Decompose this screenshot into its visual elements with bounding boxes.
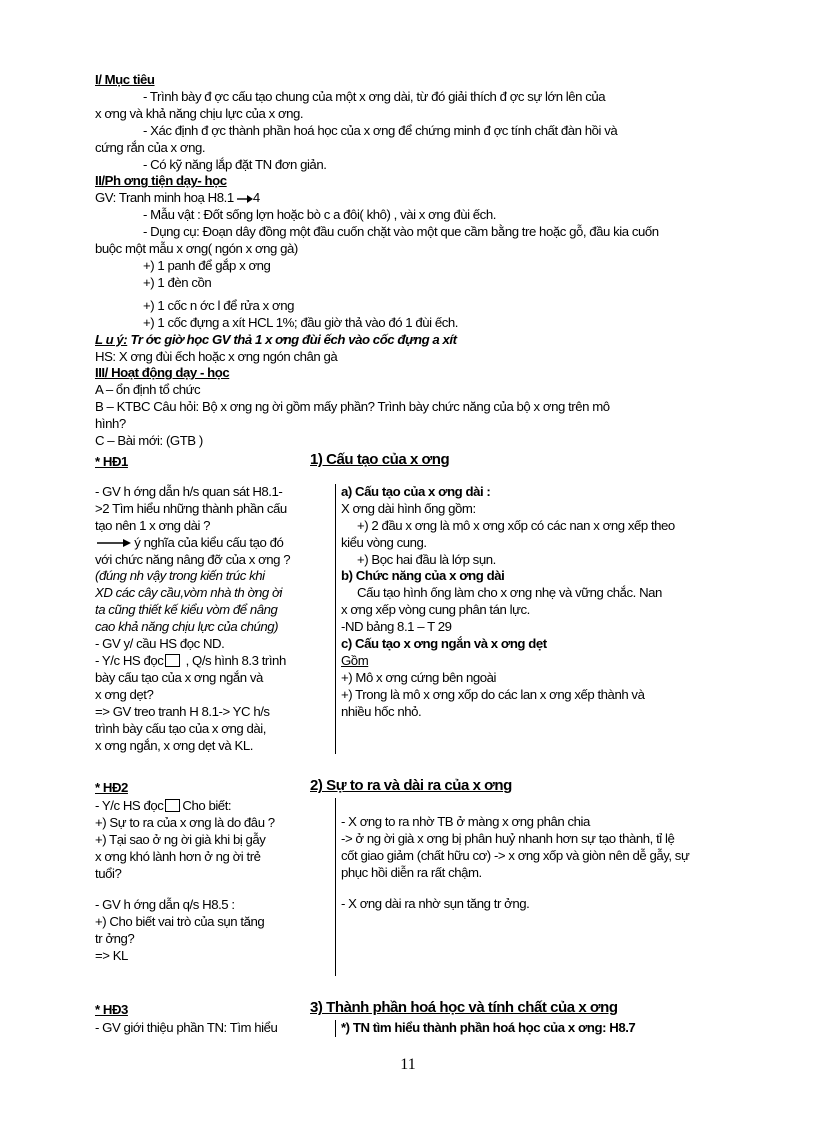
content-line: nhiều hốc nhỏ. bbox=[341, 703, 422, 719]
content-line: kiểu vòng cung. bbox=[341, 534, 427, 550]
teacher-line: - GV y/ cầu HS đọc ND. bbox=[95, 636, 225, 652]
content-line: Cấu tạo hình ống làm cho x ơng nhẹ và vững chắc. Nan bbox=[357, 585, 662, 601]
content-line: x ơng xếp vòng cung phân tán lực. bbox=[341, 602, 530, 618]
step-b-cont: hình? bbox=[95, 416, 126, 432]
activity-title: 2) Sự to ra và dài ra của x ơng bbox=[310, 777, 512, 795]
section-title-objectives: I/ Mục tiêu bbox=[95, 72, 155, 87]
activity-header-2 bbox=[95, 778, 755, 798]
teacher-line: +) Sự to ra của x ơng là do đâu ? bbox=[95, 815, 275, 831]
teacher-line: với chức năng nâng đỡ của x ơng ? bbox=[95, 551, 291, 567]
teacher-line: (đúng nh vậy trong kiến trúc khi bbox=[95, 568, 265, 584]
teacher-column bbox=[95, 798, 336, 976]
teacher-line: x ơng dẹt? bbox=[95, 686, 154, 702]
activity-table-1 bbox=[95, 484, 755, 755]
document-body bbox=[95, 72, 755, 1037]
teacher-line: tr ởng? bbox=[95, 930, 135, 946]
content-column bbox=[336, 798, 755, 976]
content-line: cốt giao giảm (chất hữu cơ) -> x ơng xốp và giòn nên dễ gẫy, sự bbox=[341, 848, 690, 864]
teacher-line: - GV h ớng dẫn q/s H8.5 : bbox=[95, 896, 235, 912]
step-a: A – ổn định tổ chức bbox=[95, 382, 201, 398]
hs-materials-line: HS: X ơng đùi ếch hoặc x ơng ngón chân gà bbox=[95, 348, 338, 364]
gv-materials-suffix: 4 bbox=[252, 190, 260, 206]
teacher-text: - Y/c HS đọc bbox=[95, 798, 164, 814]
objective-line: - Trình bày đ ợc cấu tạo chung của một x ơng dài, từ đó giải thích đ ợc sự lớn lên của bbox=[143, 88, 606, 104]
activity-header-3 bbox=[95, 1000, 755, 1020]
gv-materials-line bbox=[95, 190, 755, 207]
teacher-line bbox=[95, 798, 331, 815]
teacher-column bbox=[95, 1020, 336, 1037]
step-c: C – Bài mới: (GTB ) bbox=[95, 433, 203, 449]
long-arrow-right-icon bbox=[95, 538, 131, 548]
note-text: Tr ớc giờ học GV thả 1 x ơng đùi ếch vào cốc đựng a xít bbox=[127, 331, 457, 347]
checkbox-square-icon bbox=[165, 799, 180, 812]
activity-table-2 bbox=[95, 798, 755, 976]
objective-line: - Có kỹ năng lắp đặt TN đơn giản. bbox=[143, 156, 327, 172]
content-line: -> ở ng ời già x ơng bị phân huỷ nhanh hơn sự tạo thành, tỉ lệ bbox=[341, 831, 675, 847]
content-line: *) TN tìm hiểu thành phần hoá học của x ơng: H8.7 bbox=[341, 1020, 636, 1036]
teacher-line: tạo nên 1 x ơng dài ? bbox=[95, 517, 211, 533]
teacher-line: - GV giới thiệu phần TN: Tìm hiểu bbox=[95, 1020, 278, 1036]
activity-label: * HĐ1 bbox=[95, 453, 128, 469]
teacher-line: +) Cho biết vai trò của sụn tăng bbox=[95, 913, 265, 929]
content-line: b) Chức năng của x ơng dài bbox=[341, 568, 505, 584]
activity-title: 1) Cấu tạo của x ơng bbox=[310, 450, 450, 468]
material-line: - Mẫu vật : Đốt sống lợn hoặc bò c a đôi( khô) , vài x ơng đùi ếch. bbox=[143, 207, 496, 223]
teacher-line: tuổi? bbox=[95, 866, 122, 882]
content-line: -ND bảng 8.1 – T 29 bbox=[341, 619, 452, 635]
step-b: B – KTBC Câu hỏi: Bộ x ơng ng ời gồm mấy phần? Trình bày chức năng của bộ x ơng trên mô bbox=[95, 399, 610, 415]
teacher-line: x ơng khó lành hơn ở ng ời trẻ bbox=[95, 849, 261, 865]
teacher-line: x ơng ngắn, x ơng dẹt và KL. bbox=[95, 737, 253, 753]
content-line: - X ơng dài ra nhờ sụn tăng tr ởng. bbox=[341, 896, 530, 912]
teacher-column bbox=[95, 484, 336, 755]
content-line: c) Cấu tạo x ơng ngắn và x ơng dẹt bbox=[341, 636, 547, 652]
activity-label: * HĐ2 bbox=[95, 780, 128, 796]
teacher-line: ta cũng thiết kế kiểu vòm để nâng bbox=[95, 602, 278, 618]
teacher-line: >2 Tìm hiểu những thành phần cấu bbox=[95, 500, 287, 516]
material-line: +) 1 đèn cồn bbox=[143, 274, 212, 290]
teacher-line: => GV treo tranh H 8.1-> YC h/s bbox=[95, 703, 270, 719]
teacher-line: trình bày cấu tạo của x ơng dài, bbox=[95, 720, 266, 736]
teacher-line bbox=[95, 535, 331, 552]
objective-line: cứng rắn của x ơng. bbox=[95, 139, 206, 155]
content-column bbox=[336, 484, 755, 755]
content-column bbox=[336, 1020, 755, 1037]
teacher-line: bày cấu tạo của x ơng ngắn và bbox=[95, 669, 263, 685]
content-line: +) 2 đầu x ơng là mô x ơng xốp có các nan x ơng xếp theo bbox=[357, 517, 675, 533]
content-line: a) Cấu tạo của x ơng dài : bbox=[341, 483, 491, 499]
note-label: L u ý: bbox=[95, 331, 128, 347]
teacher-line bbox=[95, 653, 331, 670]
content-line: +) Trong là mô x ơng xốp do các lan x ơng xếp thành và bbox=[341, 686, 645, 702]
page-number: 11 bbox=[400, 1056, 416, 1073]
content-line: - X ơng to ra nhờ TB ở màng x ơng phân chia bbox=[341, 814, 590, 830]
content-line: Gồm bbox=[341, 653, 369, 668]
activity-label: * HĐ3 bbox=[95, 1002, 128, 1018]
section-title-activities: III/ Hoạt động dạy - học bbox=[95, 365, 230, 381]
material-line: +) 1 panh để gắp x ơng bbox=[143, 257, 271, 273]
teacher-line: => KL bbox=[95, 947, 128, 963]
material-line: +) 1 cốc đựng a xít HCL 1%; đầu giờ thả vào đó 1 đùi ếch. bbox=[143, 314, 458, 330]
material-line: buộc một mẫu x ơng( ngón x ơng gà) bbox=[95, 241, 298, 257]
section-title-materials: II/Ph ơng tiện dạy- học bbox=[95, 173, 227, 189]
content-line: X ơng dài hình ống gồm: bbox=[341, 500, 476, 516]
teacher-line: +) Tại sao ở ng ời già khi bị gẫy bbox=[95, 832, 266, 848]
note-line bbox=[95, 332, 755, 349]
objective-line: - Xác định đ ợc thành phần hoá học của x ơng để chứng minh đ ợc tính chất đàn hồi và bbox=[143, 122, 618, 138]
arrow-right-icon bbox=[237, 194, 253, 204]
content-line: +) Mô x ơng cứng bên ngoài bbox=[341, 669, 496, 685]
material-line: - Dụng cụ: Đoạn dây đồng một đầu cuốn chặt vào một que cầm bằng tre hoặc gỗ, đầu kia cuốn bbox=[143, 224, 659, 240]
teacher-text: Cho biết: bbox=[182, 798, 232, 814]
teacher-text: - Y/c HS đọc bbox=[95, 653, 164, 668]
teacher-line: cao khả năng chịu lực của chúng) bbox=[95, 619, 279, 635]
teacher-line: - GV h ớng dẫn h/s quan sát H8.1- bbox=[95, 483, 283, 499]
activity-header-1 bbox=[95, 452, 755, 472]
gv-materials-text: GV: Tranh minh hoạ H8.1 bbox=[95, 190, 234, 206]
teacher-line: XD các cây cầu,vòm nhà th ờng ời bbox=[95, 585, 282, 601]
content-line: phục hồi diễn ra rất chậm. bbox=[341, 865, 482, 881]
material-line: +) 1 cốc n ớc l để rửa x ơng bbox=[143, 297, 294, 313]
teacher-text: ý nghĩa của kiểu cấu tạo đó bbox=[131, 534, 284, 550]
objective-line: x ơng và khả năng chịu lực của x ơng. bbox=[95, 105, 304, 121]
activity-table-3 bbox=[95, 1020, 755, 1037]
activity-title: 3) Thành phần hoá học và tính chất của x ơng bbox=[310, 999, 618, 1017]
checkbox-square-icon bbox=[165, 654, 180, 667]
content-line: +) Bọc hai đầu là lớp sụn. bbox=[357, 551, 496, 567]
teacher-text: , Q/s hình 8.3 trình bbox=[182, 653, 286, 668]
